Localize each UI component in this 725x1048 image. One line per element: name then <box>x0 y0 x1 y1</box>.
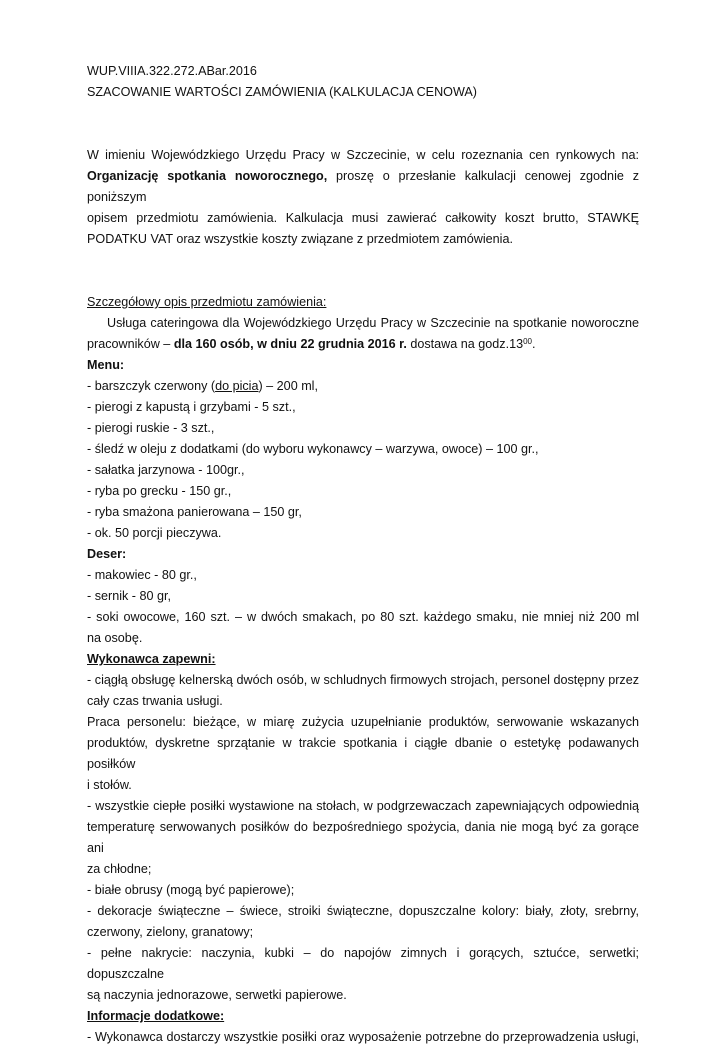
service-text: Usługa cateringowa dla Wojewódzkiego Urzędu Pracy w Szczecinie na spotkanie noworoczne <box>107 316 639 330</box>
subject-bold: Organizację spotkania noworocznego, <box>87 169 328 183</box>
service-text: dostawa na godz.13 <box>406 337 524 351</box>
service-sup: 00 <box>523 337 533 346</box>
details-heading-text: Szczegółowy opis przedmiotu zamówienia: <box>87 295 327 309</box>
menu-item: - pierogi z kapustą i grzybami - 5 szt., <box>87 400 296 414</box>
dessert-heading <box>87 544 639 565</box>
spacer <box>87 250 639 271</box>
extra-heading-text: Informacje dodatkowe: <box>87 1009 225 1023</box>
intro-line: opisem przedmiotu zamówienia. Kalkulacja musi zawierać całkowity koszt brutto, STAWKĘ <box>87 211 639 225</box>
contractor-line: - ciągłą obsługę kelnerską dwóch osób, w schludnych firmowych strojach, personel dostępny przez <box>87 673 639 687</box>
contractor-line: produktów, dyskretne sprzątanie w trakcie spotkania i ciągłe dbanie o estetykę podawanych posiłków <box>87 736 639 771</box>
contractor-line: są naczynia jednorazowe, serwetki papierowe. <box>87 988 347 1002</box>
service-bold: dla 160 osób, w dniu 22 grudnia 2016 r. <box>173 337 407 351</box>
menu-item: - śledź w oleju z dodatkami (do wyboru wykonawcy – warzywa, owoce) – 100 gr., <box>87 442 539 456</box>
intro-line: W imieniu Wojewódzkiego Urzędu Pracy w Szczecinie, w celu rozeznania cen rynkowych na: <box>87 148 639 162</box>
contractor-heading-text: Wykonawca zapewni: <box>87 652 216 666</box>
contractor-heading <box>87 649 639 670</box>
menu-heading <box>87 355 639 376</box>
intro-line <box>87 166 639 208</box>
menu-item: - ok. 50 porcji pieczywa. <box>87 526 222 540</box>
service-text: pracowników – <box>87 337 174 351</box>
menu-item: - pierogi ruskie - 3 szt., <box>87 421 215 435</box>
menu-item: - ryba smażona panierowana – 150 gr, <box>87 505 302 519</box>
dessert-heading-text: Deser: <box>87 547 127 561</box>
intro-line: PODATKU VAT oraz wszystkie koszty związane z przedmiotem zamówienia. <box>87 232 513 246</box>
menu-heading-text: Menu: <box>87 358 125 372</box>
menu-item: - sałatka jarzynowa - 100gr., <box>87 463 245 477</box>
contractor-line: - białe obrusy (mogą być papierowe); <box>87 883 295 897</box>
menu-text: ) – 200 ml, <box>258 379 318 393</box>
intro-text: proszę o przesłanie kalkulacji cenowej zgodnie z poniższym <box>87 169 640 204</box>
document-page <box>87 61 639 1048</box>
contractor-line: czerwony, zielony, granatowy; <box>87 925 254 939</box>
service-text: . <box>532 337 536 351</box>
extra-line: - Wykonawca dostarczy wszystkie posiłki oraz wyposażenie potrzebne do przeprowadzenia usługi, <box>87 1030 639 1044</box>
menu-item: - ryba po grecku - 150 gr., <box>87 484 232 498</box>
spacer <box>87 103 639 124</box>
contractor-line: Praca personelu: bieżące, w miarę zużycia uzupełnianie produktów, serwowanie wskazanych <box>87 715 639 729</box>
service-line <box>87 313 639 334</box>
spacer <box>87 124 639 145</box>
contractor-line: cały czas trwania usługi. <box>87 694 223 708</box>
menu-text: - barszczyk czerwony ( <box>87 379 216 393</box>
intro-paragraph <box>87 145 639 250</box>
document-title: SZACOWANIE WARTOŚCI ZAMÓWIENIA (KALKULACJA CENOWA) <box>87 85 477 99</box>
menu-item <box>87 376 639 397</box>
contractor-line: temperaturę serwowanych posiłków do bezpośredniego spożycia, dania nie mogą być za gorące ani <box>87 820 639 855</box>
contractor-line: - wszystkie ciepłe posiłki wystawione na stołach, w podgrzewaczach zapewniających odpowiednią <box>87 799 639 813</box>
contractor-line: za chłodne; <box>87 862 152 876</box>
dessert-item: - sernik - 80 gr, <box>87 589 171 603</box>
dessert-item: - makowiec - 80 gr., <box>87 568 197 582</box>
reference-number: WUP.VIIIA.322.272.ABar.2016 <box>87 64 257 78</box>
service-line <box>87 334 639 355</box>
dessert-item: - soki owocowe, 160 szt. – w dwóch smakach, po 80 szt. każdego smaku, nie mniej niż 200 ml <box>87 610 639 624</box>
details-heading <box>87 292 639 313</box>
menu-underline: do picia <box>215 379 259 393</box>
dessert-item: na osobę. <box>87 631 143 645</box>
contractor-line: i stołów. <box>87 778 132 792</box>
contractor-line: - dekoracje świąteczne – świece, stroiki świąteczne, dopuszczalne kolory: biały, złoty, srebrny, <box>87 904 639 918</box>
contractor-line: - pełne nakrycie: naczynia, kubki – do napojów zimnych i gorących, sztućce, serwetki; dopuszczalne <box>87 946 639 981</box>
spacer <box>87 271 639 292</box>
